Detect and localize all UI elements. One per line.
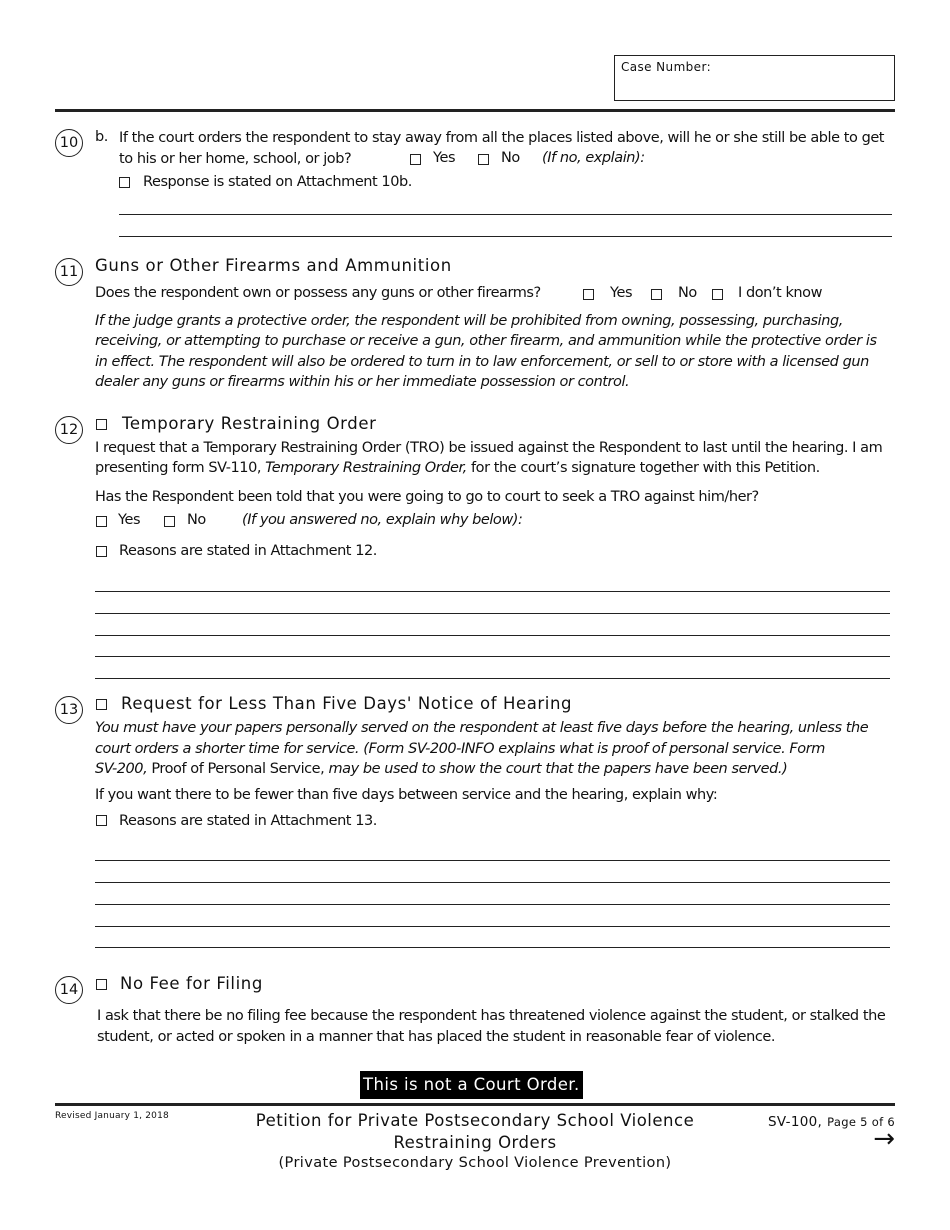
item-12-attachment-checkbox[interactable] — [96, 546, 107, 557]
item-13-attachment-label: Reasons are stated in Attachment 13. — [119, 813, 377, 829]
item-12-if-no-note: (If you answered no, explain why below): — [242, 512, 523, 528]
item-11-yes-checkbox[interactable] — [583, 289, 594, 300]
item-12-no-checkbox[interactable] — [164, 516, 175, 527]
item-12-no-label: No — [187, 512, 206, 528]
item-10-question-line1: If the court orders the respondent to stay away from all the places listed above, will he or she still be able to get — [119, 130, 885, 146]
item-number-14: 14 — [55, 976, 83, 1004]
form-id: SV-100, — [768, 1114, 823, 1130]
item-12-answer-line-2[interactable] — [95, 613, 890, 614]
item-12-question: Has the Respondent been told that you were going to go to court to seek a TRO against him/her? — [95, 489, 759, 505]
item-10-sub-label: b. — [95, 129, 108, 145]
header-rule — [55, 109, 895, 112]
item-13-notice-line-3 — [95, 759, 787, 779]
item-13-checkbox[interactable] — [96, 699, 107, 710]
item-10-if-no-note: (If no, explain): — [542, 150, 645, 166]
item-13-answer-line-2[interactable] — [95, 882, 890, 883]
item-10-attachment-label: Response is stated on Attachment 10b. — [143, 174, 412, 190]
item-10-answer-line-2[interactable] — [119, 236, 892, 237]
item-14-heading: No Fee for Filing — [120, 974, 263, 993]
item-12-request-line2 — [95, 458, 820, 478]
revised-date: Revised January 1, 2018 — [55, 1111, 169, 1121]
footer-rule — [55, 1103, 895, 1106]
item-11-question: Does the respondent own or possess any guns or other firearms? — [95, 285, 541, 301]
item-14-request-line1: I ask that there be no filing fee because the respondent has threatened violence against the student, or stalked the — [97, 1008, 886, 1024]
item-13-form-title: Proof of Personal Service, — [151, 761, 325, 777]
item-12-checkbox[interactable] — [96, 419, 107, 430]
case-number-label: Case Number: — [621, 60, 712, 74]
item-13-heading: Request for Less Than Five Days' Notice of Hearing — [121, 694, 573, 713]
item-12-line2-part-c: for the court’s signature together with this Petition. — [466, 460, 820, 476]
case-number-box[interactable] — [614, 55, 895, 101]
next-page-arrow-icon[interactable]: → — [873, 1124, 895, 1154]
item-11-notice-line-2: receiving, or attempting to purchase or receive a gun, other firearm, and ammunition while the protective order is — [95, 333, 877, 349]
form-title-line2: Restraining Orders — [393, 1133, 557, 1152]
item-10-no-label: No — [501, 150, 520, 166]
item-number-13: 13 — [55, 696, 83, 724]
item-11-no-checkbox[interactable] — [651, 289, 662, 300]
item-11-dont-know-checkbox[interactable] — [712, 289, 723, 300]
item-13-answer-line-3[interactable] — [95, 904, 890, 905]
item-12-attachment-label: Reasons are stated in Attachment 12. — [119, 543, 377, 559]
item-number-12: 12 — [55, 416, 83, 444]
item-10-answer-line-1[interactable] — [119, 214, 892, 215]
item-11-notice-line-1: If the judge grants a protective order, the respondent will be prohibited from owning, possessing, purchasing, — [95, 313, 843, 329]
item-12-form-title: Temporary Restraining Order, — [265, 460, 467, 476]
item-11-dont-know-label: I don’t know — [738, 285, 822, 301]
item-13-question: If you want there to be fewer than five days between service and the hearing, explain why: — [95, 787, 718, 803]
item-12-line2-part-a: presenting form SV-110, — [95, 460, 266, 476]
item-11-no-label: No — [678, 285, 697, 301]
item-11-heading: Guns or Other Firearms and Ammunition — [95, 256, 452, 275]
item-13-line3-part-a: SV-200, — [95, 761, 152, 777]
item-12-answer-line-1[interactable] — [95, 591, 890, 592]
item-12-answer-line-5[interactable] — [95, 678, 890, 679]
item-13-answer-line-1[interactable] — [95, 860, 890, 861]
item-10-no-checkbox[interactable] — [478, 154, 489, 165]
item-number-10: 10 — [55, 129, 83, 157]
item-12-heading: Temporary Restraining Order — [122, 414, 377, 433]
not-court-order-banner: This is not a Court Order. — [360, 1071, 583, 1099]
item-12-yes-checkbox[interactable] — [96, 516, 107, 527]
page-number: Page 5 of 6 — [827, 1115, 895, 1129]
item-12-request-line1: I request that a Temporary Restraining Order (TRO) be issued against the Respondent to last until the hearing. I am — [95, 440, 883, 456]
item-13-answer-line-4[interactable] — [95, 926, 890, 927]
item-13-answer-line-5[interactable] — [95, 947, 890, 948]
item-11-notice-line-3: in effect. The respondent will also be ordered to turn in to law enforcement, or sell to or store with a licensed gun — [95, 354, 869, 370]
item-14-checkbox[interactable] — [96, 979, 107, 990]
item-13-notice-line-2: court orders a shorter time for service. (Form SV-200-INFO explains what is proof of personal service. Form — [95, 741, 825, 757]
item-10-yes-label: Yes — [433, 150, 456, 166]
item-13-notice-line-1: You must have your papers personally served on the respondent at least five days before the hearing, unless the — [95, 720, 869, 736]
item-10-question-line2: to his or her home, school, or job? — [119, 151, 352, 167]
item-14-request-line2: student, or acted or spoken in a manner that has placed the student in reasonable fear of violence. — [97, 1029, 775, 1045]
item-12-answer-line-4[interactable] — [95, 656, 890, 657]
item-10-attachment-checkbox[interactable] — [119, 177, 130, 188]
form-title-line1: Petition for Private Postsecondary School Violence — [255, 1111, 695, 1130]
item-13-line3-part-c: may be used to show the court that the papers have been served.) — [324, 761, 788, 777]
item-number-11: 11 — [55, 258, 83, 286]
item-11-notice-line-4: dealer any guns or firearms within his or her immediate possession or control. — [95, 374, 630, 390]
item-13-attachment-checkbox[interactable] — [96, 815, 107, 826]
item-10-yes-checkbox[interactable] — [410, 154, 421, 165]
item-11-yes-label: Yes — [610, 285, 633, 301]
item-12-yes-label: Yes — [118, 512, 141, 528]
item-12-answer-line-3[interactable] — [95, 635, 890, 636]
form-subtitle: (Private Postsecondary School Violence Prevention) — [278, 1155, 672, 1171]
